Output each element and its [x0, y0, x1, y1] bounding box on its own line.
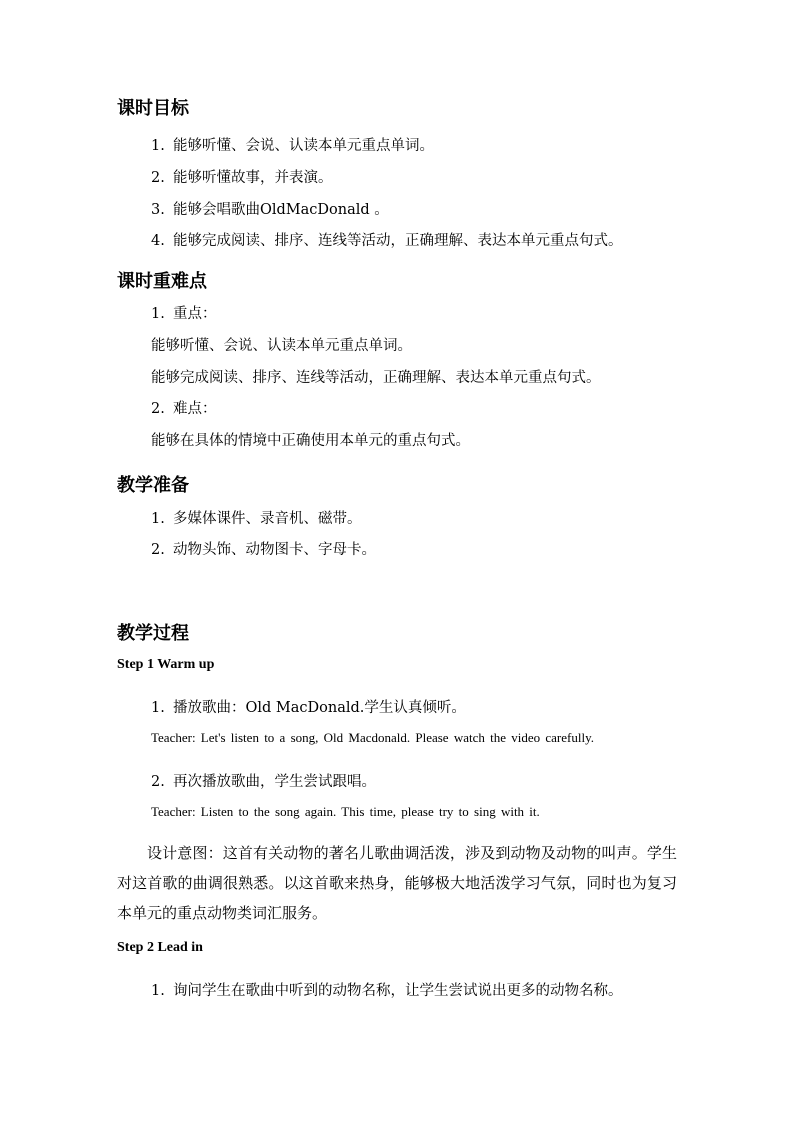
design-intent-paragraph: 设计意图：这首有关动物的著名儿歌曲调活泼，涉及到动物及动物的叫声。学生对这首歌的曲调很熟悉。以这首歌来热身，能够极大地活泼学习气氛，同时也为复习本单元的重点动物类词汇服务。	[117, 844, 677, 922]
item-number: 1.	[151, 700, 165, 716]
item-text: 重点：	[173, 306, 217, 322]
item-text: 能够听懂、会说、认读本单元重点单词。	[173, 138, 434, 154]
step-1-item-1	[151, 696, 466, 717]
item-text: 难点：	[173, 401, 217, 417]
section-title-preparation: 教学准备	[117, 475, 189, 496]
item-text: 多媒体课件、录音机、磁带。	[173, 511, 362, 527]
objective-item-2	[151, 166, 333, 187]
item-number: 2.	[151, 542, 165, 558]
item-number: 4.	[151, 233, 165, 249]
item-number: 1.	[151, 511, 165, 527]
item-text: 能够会唱歌曲OldMacDonald 。	[173, 202, 389, 218]
item-number: 2.	[151, 170, 165, 186]
difficult-label	[151, 397, 217, 418]
section-title-process: 教学过程	[117, 623, 189, 644]
difficult-line-1: 能够在具体的情境中正确使用本单元的重点句式。	[151, 433, 470, 449]
item-text: 能够听懂故事，并表演。	[173, 170, 333, 186]
item-number: 3.	[151, 202, 165, 218]
teacher-line-1: Teacher: Let's listen to a song, Old Macdonald. Please watch the video carefully.	[151, 730, 594, 745]
key-line-2: 能够完成阅读、排序、连线等活动，正确理解、表达本单元重点句式。	[151, 370, 601, 386]
key-line-1: 能够听懂、会说、认读本单元重点单词。	[151, 338, 412, 354]
item-text: 能够完成阅读、排序、连线等活动，正确理解、表达本单元重点句式。	[173, 233, 623, 249]
step-2-item-1	[151, 979, 623, 1000]
key-label	[151, 302, 217, 323]
item-number: 1.	[151, 138, 165, 154]
item-text: 动物头饰、动物图卡、字母卡。	[173, 542, 376, 558]
objective-item-1	[151, 134, 434, 155]
item-text: 播放歌曲：Old MacDonald.学生认真倾听。	[173, 700, 466, 716]
item-number: 2.	[151, 774, 165, 790]
teacher-line-2: Teacher: Listen to the song again. This time, please try to sing with it.	[151, 804, 540, 819]
objective-item-3	[151, 198, 389, 219]
item-text: 再次播放歌曲，学生尝试跟唱。	[173, 774, 376, 790]
item-number: 2.	[151, 401, 165, 417]
section-title-objectives: 课时目标	[117, 98, 189, 119]
item-text: 询问学生在歌曲中听到的动物名称，让学生尝试说出更多的动物名称。	[173, 983, 623, 999]
section-title-key-points: 课时重难点	[117, 271, 207, 292]
item-number: 1.	[151, 306, 165, 322]
objective-item-4	[151, 229, 623, 250]
step-2-title: Step 2 Lead in	[117, 940, 203, 955]
preparation-item-1	[151, 507, 362, 528]
item-number: 1.	[151, 983, 165, 999]
step-1-title: Step 1 Warm up	[117, 657, 215, 672]
step-1-item-2	[151, 770, 376, 791]
preparation-item-2	[151, 538, 376, 559]
